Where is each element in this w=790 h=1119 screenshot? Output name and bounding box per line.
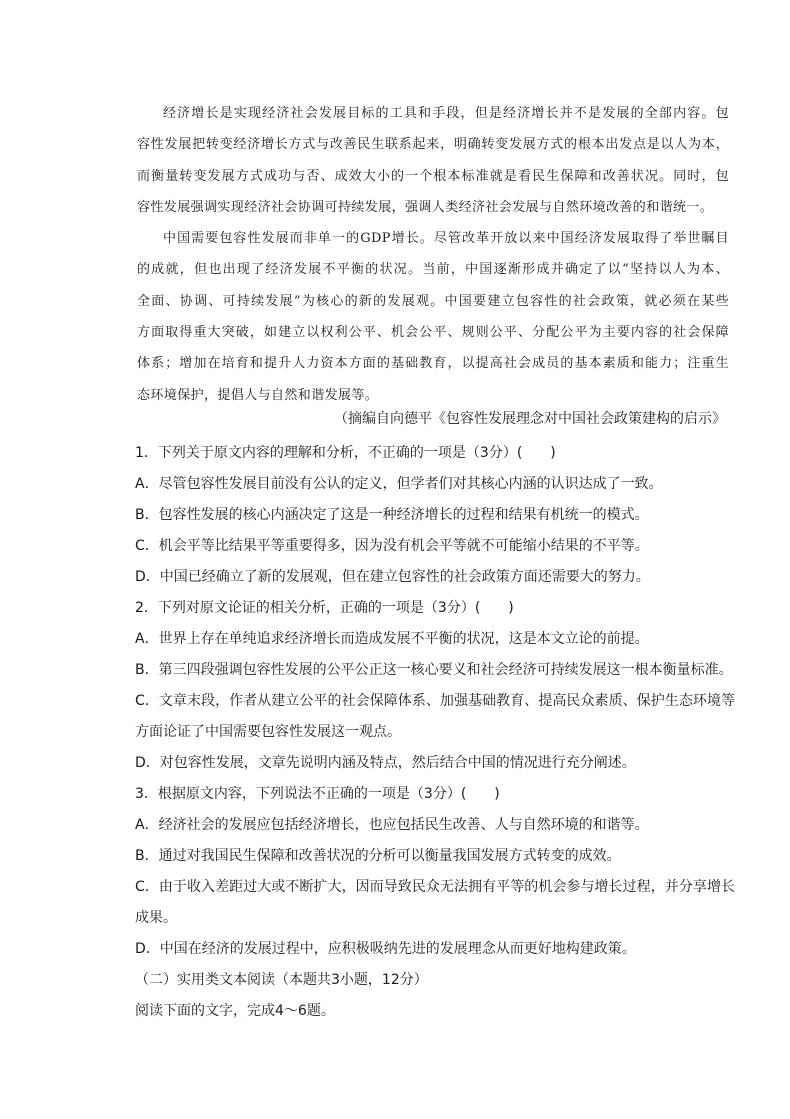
passage-line: 中国需要包容性发展而非单一的GDP增长。尽管改革开放以来中国经济发展取得了举世瞩目 <box>163 231 729 247</box>
question-3-option-d: D．中国在经济的发展过程中，应积极吸纳先进的发展理念从而更好地构建政策。 <box>135 941 636 957</box>
section-2-instruction: 阅读下面的文字，完成4～6题。 <box>135 1003 335 1019</box>
question-2-option-a: A．世界上存在单纯追求经济增长而造成发展不平衡的状况，这是本文立论的前提。 <box>135 631 649 647</box>
question-1-option-a: A．尽管包容性发展目前没有公认的定义，但学者们对其核心内涵的认识达成了一致。 <box>135 476 663 492</box>
section-2-title: （二）实用类文本阅读（本题共3小题，12分） <box>135 972 428 988</box>
passage-line: 体系；增加在培育和提升人力资本方面的基础教育，以提高社会成员的基本素质和能力；注重生 <box>137 356 729 372</box>
reading-passage <box>137 98 729 411</box>
passage-line: 而衡量转变发展方式成功与否、成效大小的一个根本标准就是看民生保障和改善状况。同时，包 <box>137 168 729 184</box>
question-3-option-a: A．经济社会的发展应包括经济增长，也应包括民生改善、人与自然环境的和谐等。 <box>135 817 649 833</box>
question-2-option-c-cont: 方面论证了中国需要包容性发展这一观点。 <box>135 724 401 740</box>
passage-line: 容性发展把转变经济增长方式与改善民生联系起来，明确转变发展方式的根本出发点是以人为本， <box>137 137 729 153</box>
question-2-stem: 2．下列对原文论证的相关分析，正确的一项是（3分）( ) <box>135 600 514 616</box>
question-1-option-b: B．包容性发展的核心内涵决定了这是一种经济增长的过程和结果有机统一的模式。 <box>135 507 649 523</box>
question-3-stem: 3．根据原文内容，下列说法不正确的一项是（3分）( ) <box>135 786 500 802</box>
question-1-option-d: D．中国已经确立了新的发展观，但在建立包容性的社会政策方面还需要大的努力。 <box>135 569 650 585</box>
passage-line: 全面、协调、可持续发展”为核心的新的发展观。中国要建立包容性的社会政策，就必须在某些 <box>137 293 729 309</box>
passage-line: 的成就，但也出现了经济发展不平衡的状况。当前，中国逐渐形成并确定了以“坚持以人为本、 <box>137 262 729 278</box>
passage-line: 方面取得重大突破，如建立以权利公平、机会公平、规则公平、分配公平为主要内容的社会保障 <box>137 325 729 341</box>
passage-line: 经济增长是实现经济社会发展目标的工具和手段，但是经济增长并不是发展的全部内容。包 <box>163 106 729 121</box>
question-3-option-c-cont: 成果。 <box>135 910 177 926</box>
question-3-option-b: B．通过对我国民生保障和改善状况的分析可以衡量我国发展方式转变的成效。 <box>135 848 621 864</box>
question-2-option-b: B．第三四段强调包容性发展的公平公正这一核心要义和社会经济可持续发展这一根本衡量标准。 <box>135 662 733 678</box>
question-1-stem: 1．下列关于原文内容的理解和分析，不正确的一项是（3分）( ) <box>135 445 556 461</box>
passage-line: 态环境保护，提倡人与自然和谐发展等。 <box>137 387 379 403</box>
question-1-option-c: C．机会平等比结果平等重要得多，因为没有机会平等就不可能缩小结果的不平等。 <box>135 538 649 554</box>
question-2-option-d: D．对包容性发展，文章先说明内涵及特点，然后结合中国的情况进行充分阐述。 <box>135 755 636 771</box>
question-section <box>135 438 735 1027</box>
passage-source: （摘编自向德平《包容性发展理念对中国社会政策建构的启示》 <box>334 411 726 427</box>
question-3-option-c: C．由于收入差距过大或不断扩大，因而导致民众无法拥有平等的机会参与增长过程，并分享增长 <box>135 879 735 895</box>
question-2-option-c: C．文章末段，作者从建立公平的社会保障体系、加强基础教育、提高民众素质、保护生态环境等 <box>135 693 735 709</box>
passage-line: 容性发展强调实现经济社会协调可持续发展，强调人类经济社会发展与自然环境改善的和谐统一。 <box>137 199 714 215</box>
